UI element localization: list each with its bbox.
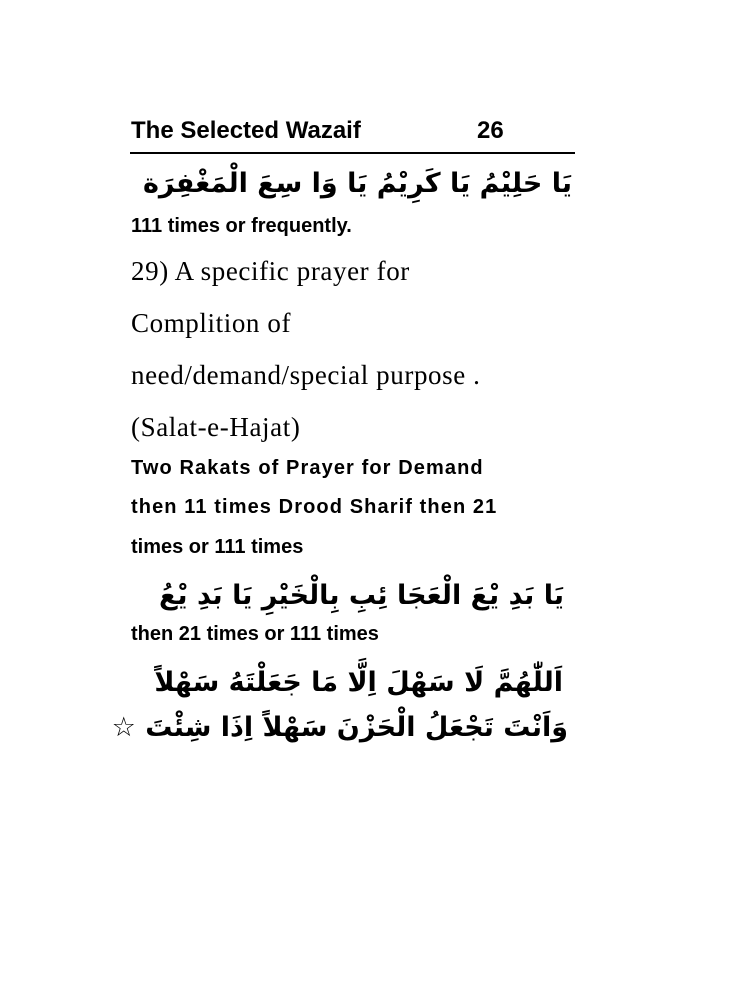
section-heading-line-2: Complition of — [131, 308, 292, 338]
instruction-frequency: 111 times or frequently. — [131, 215, 352, 237]
header-title: The Selected Wazaif — [131, 117, 361, 144]
arabic-invocation-4: وَاَنْتَ تَجْعَلُ الْحَزْنَ سَهْلاً اِذَا شِئْتَ ☆ — [111, 712, 568, 743]
section-heading-line-1: 29) A specific prayer for — [131, 256, 410, 286]
section-heading-line-3: need/demand/special purpose . — [131, 360, 481, 390]
section-heading-line-4: (Salat-e-Hajat) — [131, 412, 301, 442]
body-text-line-1: Two Rakats of Prayer for Demand — [131, 457, 484, 479]
body-text-line-2: then 11 times Drood Sharif then 21 — [131, 496, 498, 518]
page-number: 26 — [477, 117, 504, 144]
body-text-line-3: times or 111 times — [131, 536, 304, 558]
header-divider — [130, 152, 575, 154]
arabic-invocation-2: يَا بَدِ يْعَ الْعَجَا ئِبِ بِالْخَيْرِ يَا بَدِ يْعُ — [158, 580, 564, 611]
arabic-invocation-3: اَللّٰهُمَّ لَا سَهْلَ اِلَّا مَا جَعَلْتَهُ سَهْلاً — [154, 667, 563, 698]
body-text-line-4: then 21 times or 111 times — [131, 623, 379, 645]
arabic-invocation-1: يَا حَلِيْمُ يَا كَرِيْمُ يَا وَا سِعَ الْمَغْفِرَة — [142, 168, 572, 199]
